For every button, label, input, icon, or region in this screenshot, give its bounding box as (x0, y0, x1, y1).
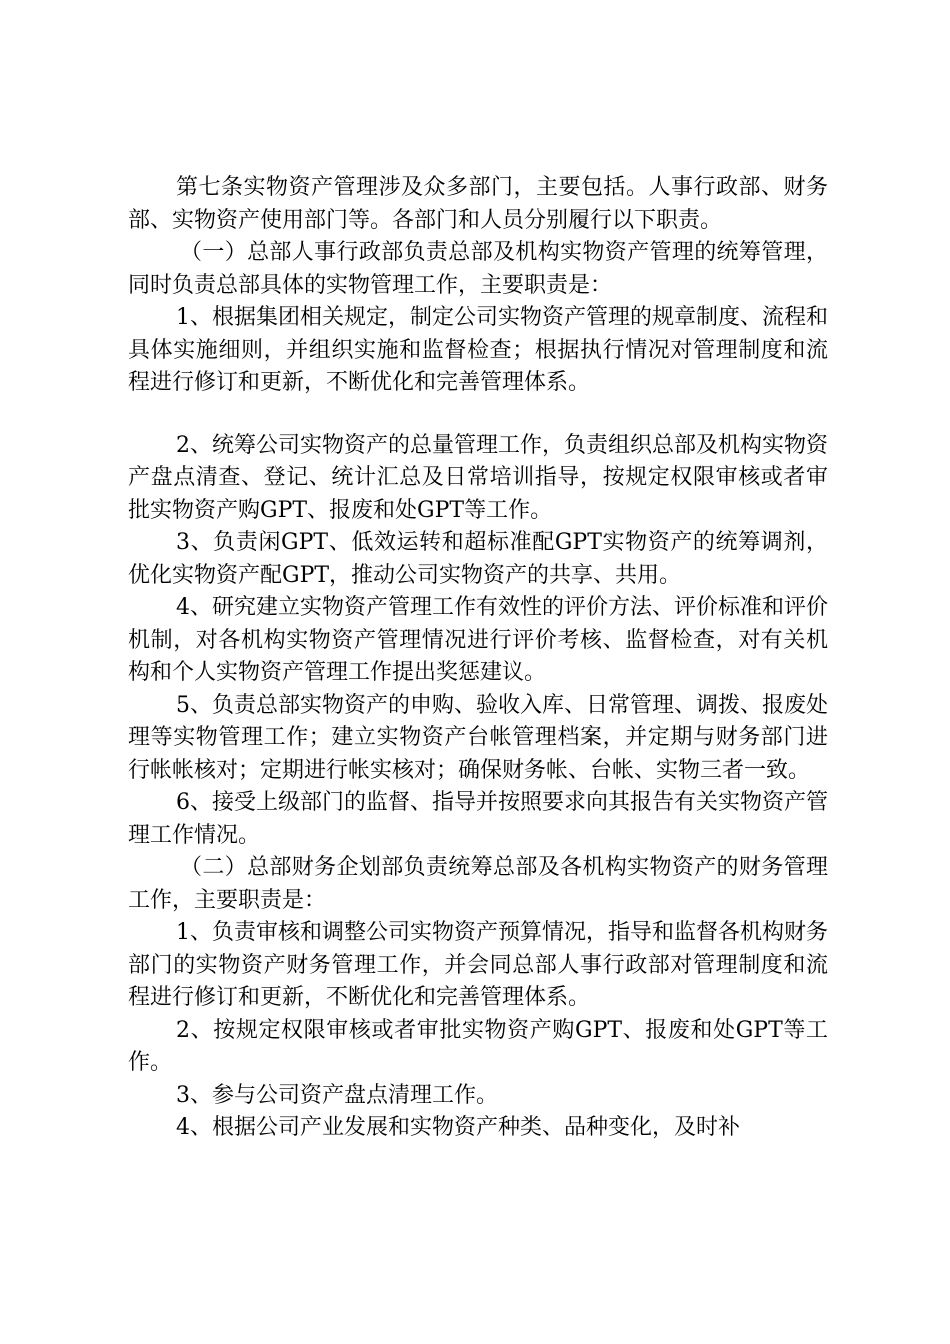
article-7-intro: 第七条实物资产管理涉及众多部门，主要包括。人事行政部、财务部、实物资产使用部门等。各部门和人员分别履行以下职责。 (128, 175, 828, 233)
section-1-item-6: 6、接受上级部门的监督、指导并按照要求向其报告有关实物资产管理工作情况。 (128, 790, 828, 848)
section-1-item-4: 4、研究建立实物资产管理工作有效性的评价方法、评价标准和评价机制，对各机构实物资产管理情况进行评价考核、监督检查，对有关机构和个人实物资产管理工作提出奖惩建议。 (128, 595, 828, 685)
section-1-item-5: 5、负责总部实物资产的申购、验收入库、日常管理、调拨、报废处理等实物管理工作；建立实物资产台帐管理档案，并定期与财务部门进行帐帐核对；定期进行帐实核对；确保财务帐、台帐、实物三者一致。 (128, 692, 828, 783)
section-1-item-1: 1、根据集团相关规定，制定公司实物资产管理的规章制度、流程和具体实施细则，并组织实施和监督检查；根据执行情况对管理制度和流程进行修订和更新，不断优化和完善管理体系。 (128, 305, 828, 395)
section-1-item-2: 2、统筹公司实物资产的总量管理工作，负责组织总部及机构实物资产盘点清查、登记、统计汇总及日常培训指导，按规定权限审核或者审批实物资产购GPT、报废和处GPT等工作。 (128, 432, 828, 523)
section-2-item-1: 1、负责审核和调整公司实物资产预算情况，指导和监督各机构财务部门的实物资产财务管理工作，并会同总部人事行政部对管理制度和流程进行修订和更新，不断优化和完善管理体系。 (128, 920, 828, 1010)
document-body (128, 172, 828, 1145)
section-1-heading: （一）总部人事行政部负责总部及机构实物资产管理的统筹管理，同时负责总部具体的实物管理工作，主要职责是： (128, 240, 828, 298)
section-1-item-3: 3、负责闲GPT、低效运转和超标准配GPT实物资产的统筹调剂，优化实物资产配GPT，推动公司实物资产的共享、共用。 (128, 530, 828, 588)
section-2-item-4: 4、根据公司产业发展和实物资产种类、品种变化，及时补 (176, 1115, 740, 1140)
section-2-heading: （二）总部财务企划部负责统筹总部及各机构实物资产的财务管理工作，主要职责是： (128, 855, 828, 913)
section-2-item-2: 2、按规定权限审核或者审批实物资产购GPT、报废和处GPT等工作。 (128, 1017, 828, 1075)
section-2-item-3: 3、参与公司资产盘点清理工作。 (176, 1082, 498, 1108)
paragraph-gap (128, 400, 828, 430)
